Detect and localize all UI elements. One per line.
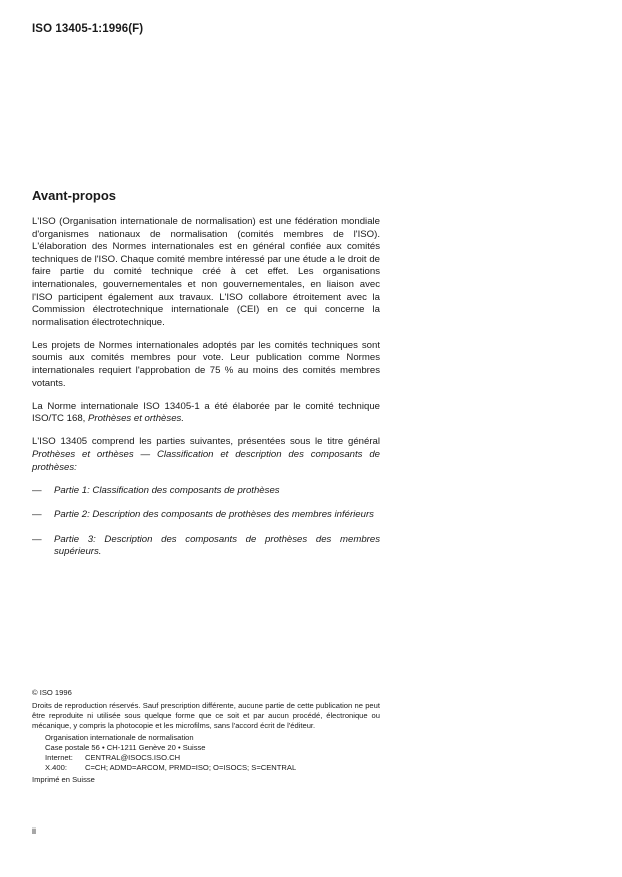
list-item-text: Partie 3: Description des composants de prothèses des membres supérieurs. — [54, 533, 380, 558]
list-item-text: Partie 2: Description des composants de prothèses des membres inférieurs — [54, 509, 374, 521]
organization-name: Organisation internationale de normalisation — [45, 733, 194, 742]
list-dash: — — [32, 533, 42, 545]
paragraph-committee — [32, 401, 380, 426]
copyright-block — [32, 688, 380, 785]
section-title: Avant-propos — [32, 188, 117, 203]
internet-address: CENTRAL@ISOCS.ISO.CH — [85, 753, 181, 762]
list-item — [32, 534, 380, 559]
list-dash: — — [32, 509, 42, 521]
page-number: ii — [32, 826, 36, 836]
postal-address: Case postale 56 • CH-1211 Genève 20 • Suisse — [45, 743, 206, 752]
paragraph-voting: Les projets de Normes internationales adoptés par les comités techniques sont soumis aux comités membres pour vote. Leur publication comme Normes internationales requiert l'approbation de 75 % au moins des comités membres votants. — [32, 339, 380, 389]
list-item — [32, 485, 380, 498]
list-item-text: Partie 1: Classification des composants de prothèses — [54, 484, 280, 496]
printed-in: Imprimé en Suisse — [32, 775, 95, 784]
paragraph-parts — [32, 436, 380, 474]
paragraph-iso-description: L'ISO (Organisation internationale de normalisation) est une fédération mondiale d'organismes nationaux de normalisation (comités membres de l'ISO). L'élaboration des Normes internationales est en général confiée aux comités techniques de l'ISO. Chaque comité membre intéressé par une étude a le droit de faire partie du comité technique créé à cet effet. Les organisations internationales, gouvernementales et non gouvernementales, en liaison avec l'ISO participent également aux travaux. L'ISO collabore étroitement avec la Commission électrotechnique internationale (CEI) en ce qui concerne la normalisation électrotechnique. — [32, 216, 380, 328]
paragraph-parts-text: L'ISO 13405 comprend les parties suivantes, présentées sous le titre général — [32, 436, 380, 448]
foreword-body — [32, 216, 380, 571]
x400-address: C=CH; ADMD=ARCOM, PRMD=ISO; O=ISOCS; S=CENTRAL — [85, 763, 297, 772]
rights-statement: Droits de reproduction réservés. Sauf prescription différente, aucune partie de cette publication ne peut être reproduite ni utilisée sous quelque forme que ce soit et par aucun procédé, électronique ou mécanique, y compris la photocopie et les microfilms, sans l'accord écrit de l'éditeur. — [32, 701, 380, 730]
list-item — [32, 509, 380, 522]
paragraph-committee-text: La Norme internationale ISO 13405-1 a été élaborée par le comité technique ISO/TC 168, — [32, 400, 380, 425]
series-title: Prothèses et orthèses — Classification et description des composants de prothèses: — [32, 449, 380, 473]
x400-label: X.400: — [45, 763, 67, 772]
copyright-notice: © ISO 1996 — [32, 688, 72, 697]
internet-label: Internet: — [45, 753, 73, 762]
internet-row — [32, 753, 380, 763]
list-dash: — — [32, 484, 42, 496]
committee-title: Prothèses et orthèses. — [88, 413, 184, 425]
document-reference: ISO 13405-1:1996(F) — [32, 23, 144, 35]
x400-row — [32, 763, 380, 773]
